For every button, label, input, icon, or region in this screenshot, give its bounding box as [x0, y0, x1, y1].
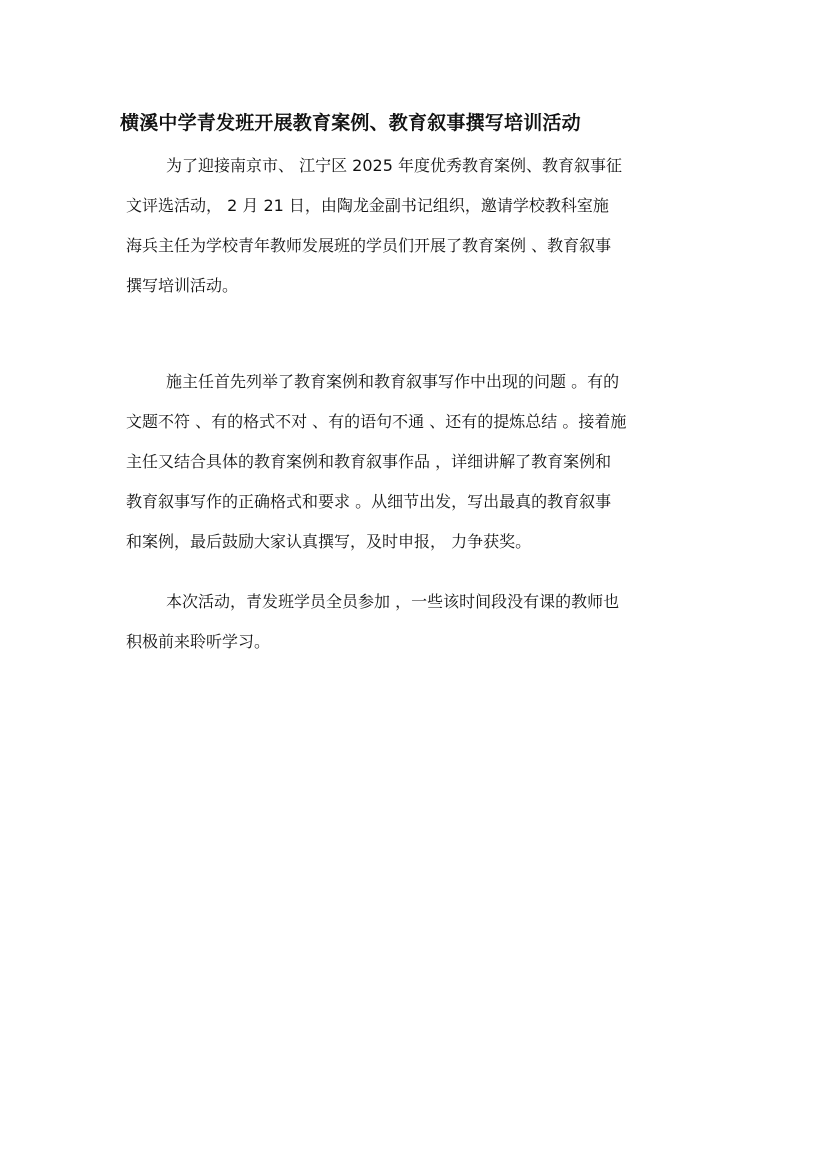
paragraph-line: 施主任首先列举了教育案例和教育叙事写作中出现的问题 。有的: [166, 372, 620, 391]
paragraph-line: 海兵主任为学校青年教师发展班的学员们开展了教育案例 、教育叙事: [126, 236, 612, 255]
paragraph-2: [126, 362, 716, 562]
paragraph-line: 积极前来聆听学习。: [126, 632, 271, 651]
paragraph-line: 主任又结合具体的教育案例和教育叙事作品 ，详细讲解了教育案例和: [126, 452, 612, 471]
paragraph-line: 撰写培训活动。: [126, 276, 239, 295]
paragraph-line: 和案例，最后鼓励大家认真撰写，及时申报， 力争获奖。: [126, 532, 532, 551]
paragraph-1: [126, 146, 716, 306]
paragraph-3: [126, 582, 716, 662]
document-title: 横溪中学青发班开展教育案例、教育叙事撰写培训活动: [120, 112, 581, 134]
paragraph-line: 教育叙事写作的正确格式和要求 。从细节出发，写出最真的教育叙事: [126, 492, 612, 511]
paragraph-line: 文评选活动， 2 月 21 日，由陶龙金副书记组织，邀请学校教科室施: [126, 196, 609, 215]
paragraph-line: 文题不符 、有的格式不对 、有的语句不通 、还有的提炼总结 。接着施: [126, 412, 627, 431]
paragraph-line: 为了迎接南京市、 江宁区 2025 年度优秀教育案例、教育叙事征: [166, 156, 622, 175]
paragraph-line: 本次活动，青发班学员全员参加 ，一些该时间段没有课的教师也: [166, 592, 620, 611]
